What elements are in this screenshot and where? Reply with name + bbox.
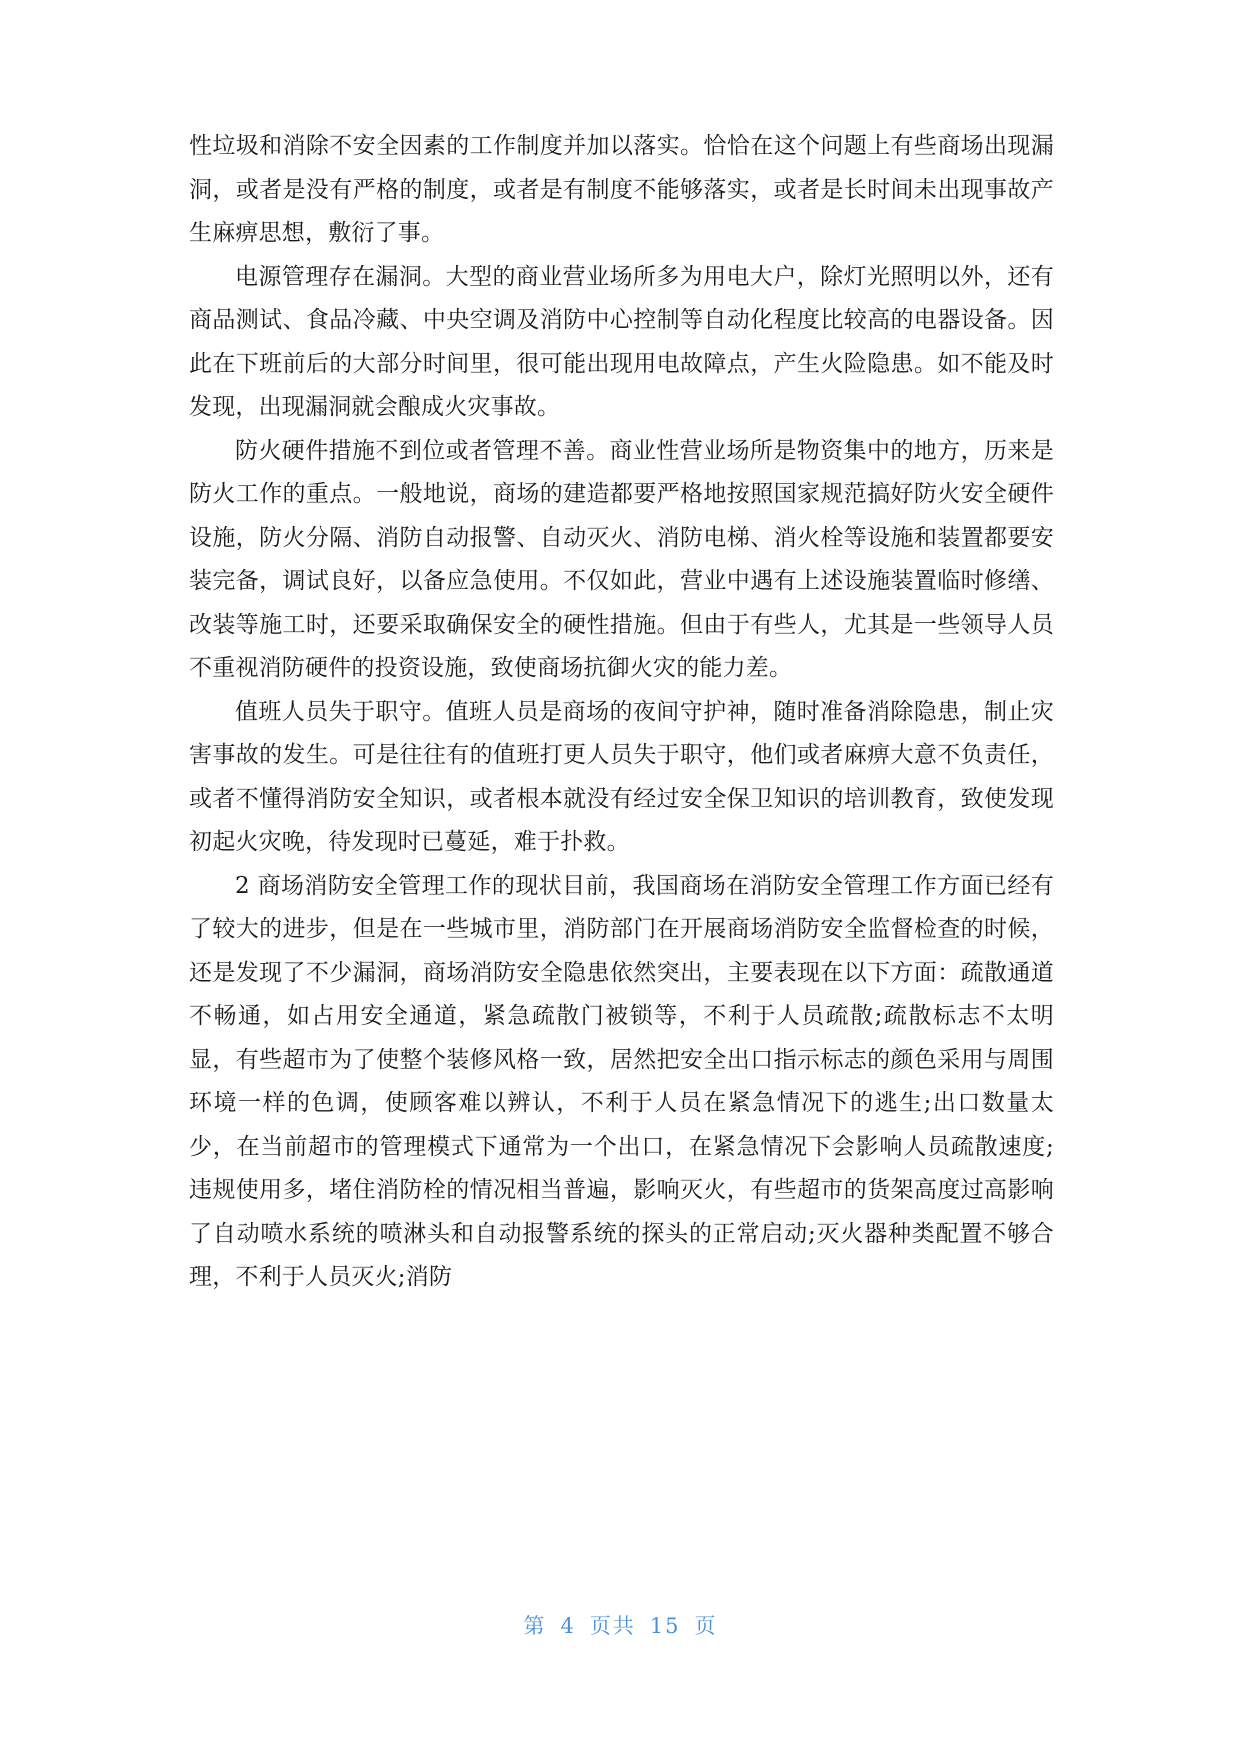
total-page-number: 15: [649, 1614, 681, 1638]
page-footer: [0, 1610, 1241, 1640]
footer-prefix: 第: [523, 1614, 547, 1638]
paragraph-power-management: 电源管理存在漏洞。大型的商业营业场所多为用电大户，除灯光照明以外，还有商品测试、食品冷藏、中央空调及消防中心控制等自动化程度比较高的电器设备。因此在下班前后的大部分时间里，很可能出现用电故障点，产生火险隐患。如不能及时发现，出现漏洞就会酿成火灾事故。: [189, 263, 1054, 420]
paragraph-continuation: 性垃圾和消除不安全因素的工作制度并加以落实。恰恰在这个问题上有些商场出现漏洞，或者是没有严格的制度，或者是有制度不能够落实，或者是长时间未出现事故产生麻痹思想，敷衍了事。: [189, 133, 1054, 246]
paragraph-current-status: 2 商场消防安全管理工作的现状目前，我国商场在消防安全管理工作方面已经有了较大的进步，但是在一些城市里，消防部门在开展商场消防安全监督检查的时候，还是发现了不少漏洞，商场消防安全隐患依然突出，主要表现在以下方面：疏散通道不畅通，如占用安全通道，紧急疏散门被锁等，不利于人员疏散;疏散标志不太明显，有些超市为了使整个装修风格一致，居然把安全出口指示标志的颜色采用与周围环境一样的色调，使顾客难以辨认，不利于人员在紧急情况下的逃生;出口数量太少，在当前超市的管理模式下通常为一个出口，在紧急情况下会影响人员疏散速度;违规使用多，堵住消防栓的情况相当普遍，影响灭火，有些超市的货架高度过高影响了自动喷水系统的喷淋头和自动报警系统的探头的正常启动;灭火器种类配置不够合理，不利于人员灭火;消防: [189, 872, 1054, 1290]
paragraph-fire-hardware: 防火硬件措施不到位或者管理不善。商业性营业场所是物资集中的地方，历来是防火工作的重点。一般地说，商场的建造都要严格地按照国家规范搞好防火安全硬件设施，防火分隔、消防自动报警、自动灭火、消防电梯、消火栓等设施和装置都要安装完备，调试良好，以备应急使用。不仅如此，营业中遇有上述设施装置临时修缮、改装等施工时，还要采取确保安全的硬性措施。但由于有些人，尤其是一些领导人员不重视消防硬件的投资设施，致使商场抗御火灾的能力差。: [189, 437, 1054, 681]
current-page-number: 4: [560, 1614, 576, 1638]
footer-suffix: 页: [694, 1614, 718, 1638]
document-body: [189, 125, 1054, 1300]
paragraph-duty-staff: 值班人员失于职守。值班人员是商场的夜间守护神，随时准备消除隐患，制止灾害事故的发生。可是往往有的值班打更人员失于职守，他们或者麻痹大意不负责任，或者不懂得消防安全知识，或者根本就没有经过安全保卫知识的培训教育，致使发现初起火灾晚，待发现时已蔓延，难于扑救。: [189, 698, 1054, 855]
footer-middle: 页共: [589, 1614, 636, 1638]
